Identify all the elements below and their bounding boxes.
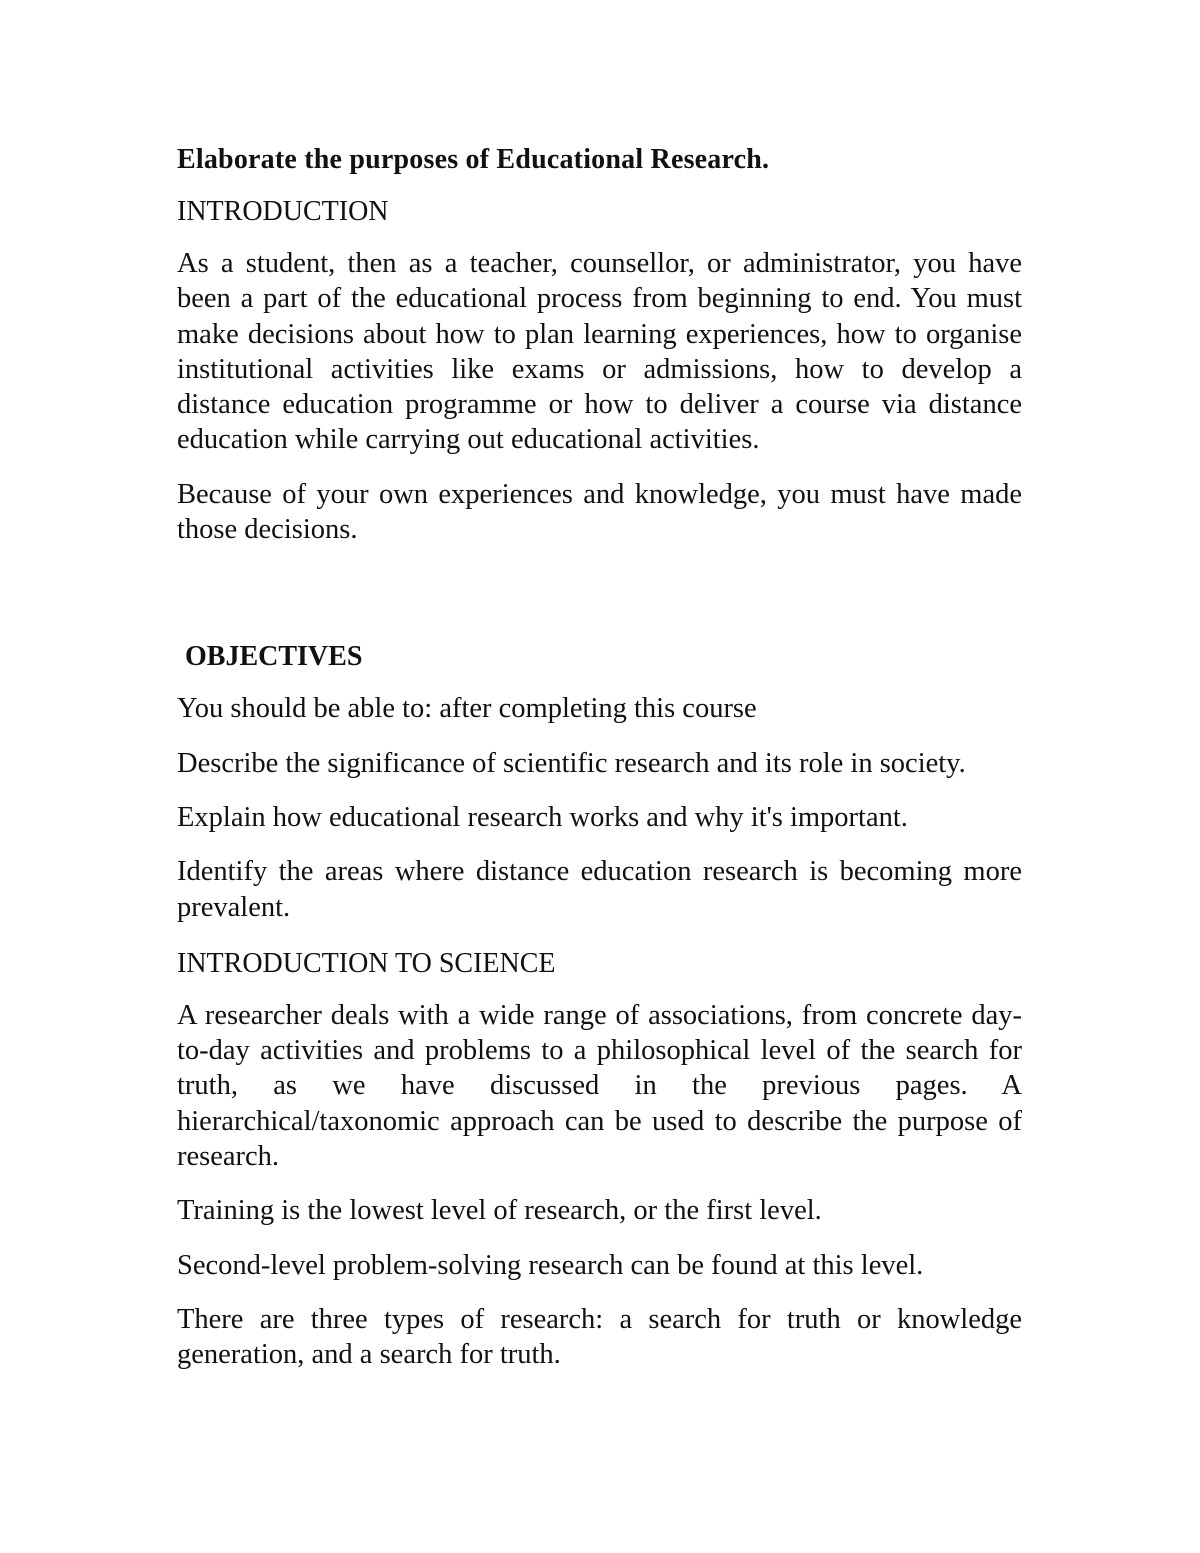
science-heading: INTRODUCTION TO SCIENCE <box>177 947 556 979</box>
introduction-paragraph-1: As a student, then as a teacher, counsellor, or administrator, you have been a part of the educational process from beginning to end. You must make decisions about how to plan learning experiences, how to organise institutional activities like exams or admissions, how to develop a distance education programme or how to deliver a course via distance education while carrying out educational activities. <box>177 248 1022 456</box>
document-page <box>177 140 1022 1392</box>
science-paragraph-3: Second-level problem-solving research can be found at this level. <box>177 1249 924 1281</box>
document-title: Elaborate the purposes of Educational Research. <box>177 144 770 175</box>
objectives-heading: OBJECTIVES <box>185 641 363 673</box>
objectives-paragraph-4: Identify the areas where distance education research is becoming more prevalent. <box>177 856 1022 923</box>
science-paragraph-4: There are three types of research: a search for truth or knowledge generation, and a search for truth. <box>177 1303 1022 1371</box>
science-paragraph-2: Training is the lowest level of research, or the first level. <box>177 1195 822 1227</box>
objectives-paragraph-2: Describe the significance of scientific research and its role in society. <box>177 747 966 779</box>
objectives-paragraph-1: You should be able to: after completing this course <box>177 693 757 725</box>
section-spacer <box>177 566 1022 637</box>
introduction-heading: INTRODUCTION <box>177 196 389 227</box>
objectives-paragraph-3: Explain how educational research works and why it's important. <box>177 801 908 833</box>
science-paragraph-1: A researcher deals with a wide range of associations, from concrete day-to-day activities and problems to a philosophical level of the search for truth, as we have discussed in the previous pages. A hierarchical/taxonomic approach can be used to describe the purpose of research. <box>177 999 1022 1173</box>
introduction-paragraph-2: Because of your own experiences and knowledge, you must have made those decisions. <box>177 478 1022 546</box>
